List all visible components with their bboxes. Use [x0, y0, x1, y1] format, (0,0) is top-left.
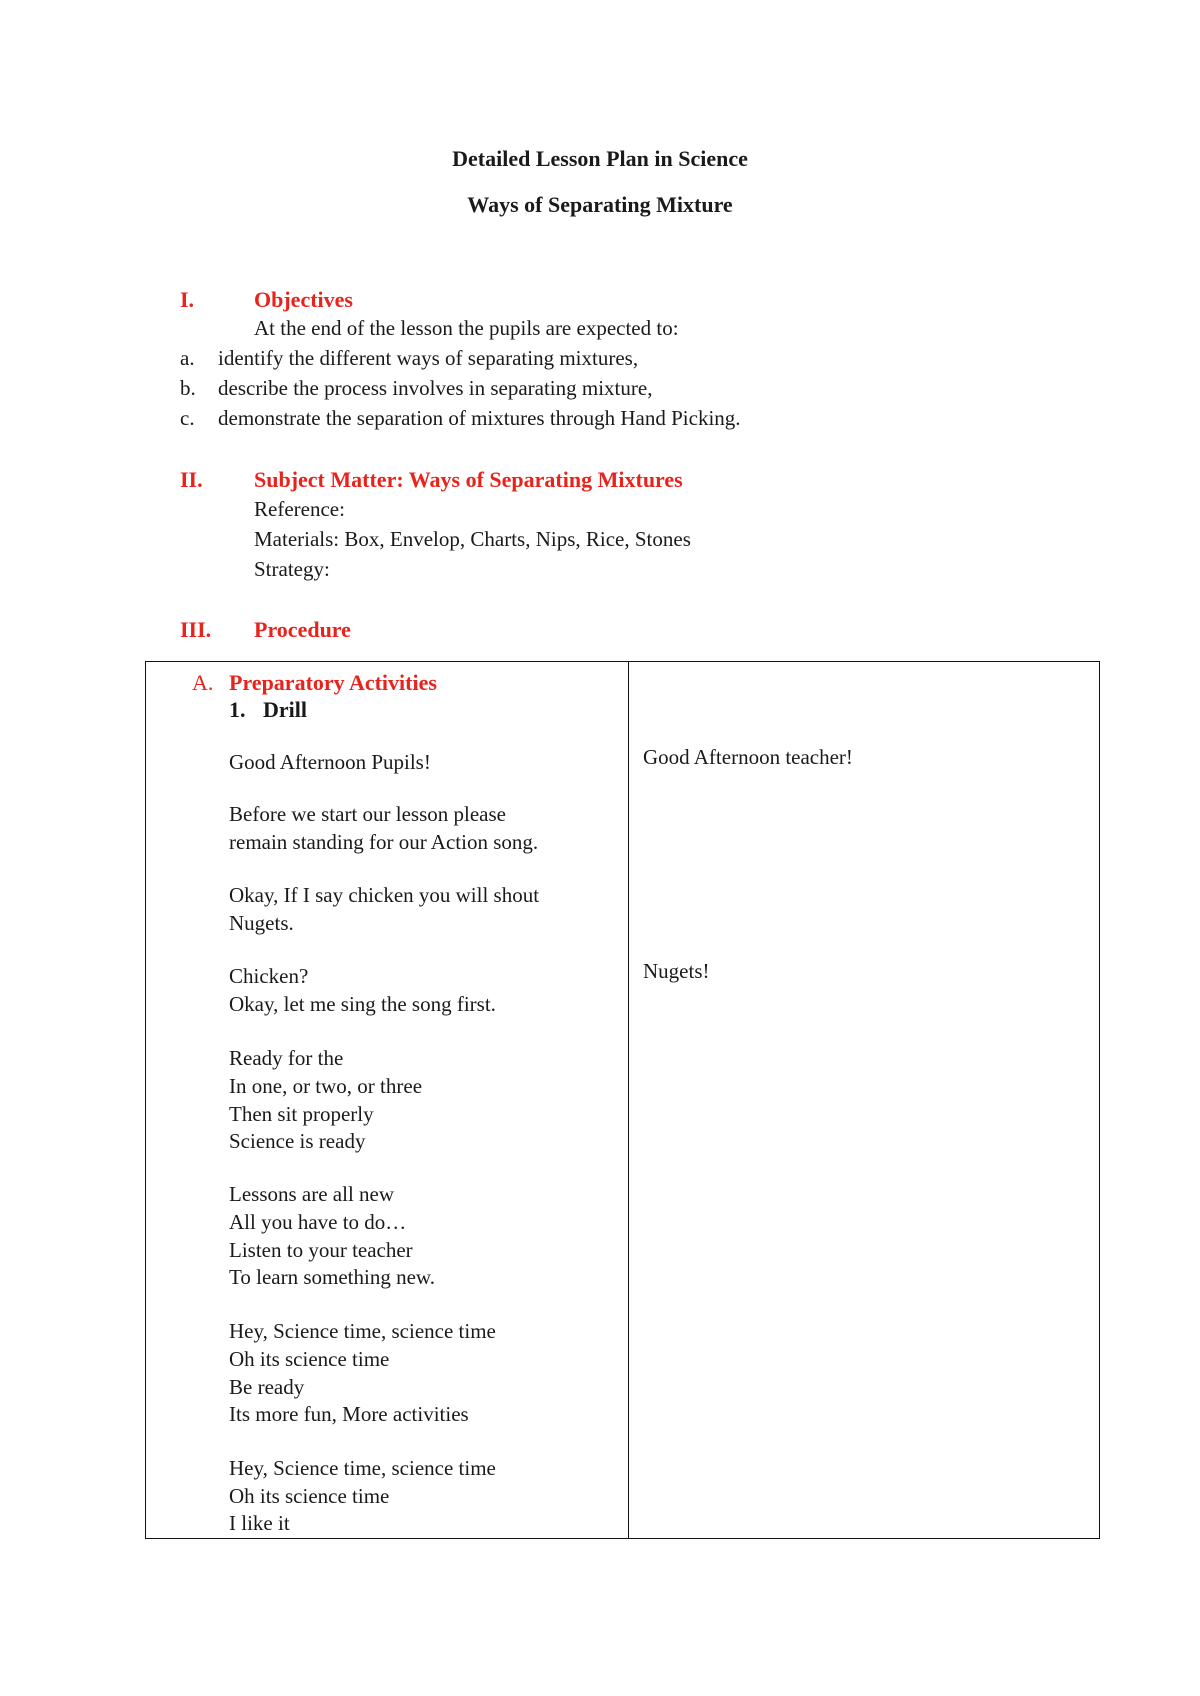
song-line: Oh its science time: [229, 1347, 390, 1371]
objective-letter: c.: [180, 406, 195, 430]
strategy-line: Strategy:: [254, 557, 330, 581]
drill-number: 1.: [229, 697, 246, 722]
teacher-line: Okay, If I say chicken you will shout: [229, 883, 540, 907]
section-number-objectives: I.: [180, 287, 195, 312]
pupil-response: Good Afternoon teacher!: [643, 745, 853, 769]
pupil-response: Nugets!: [643, 959, 710, 983]
materials-line: Materials: Box, Envelop, Charts, Nips, Rice, Stones: [254, 527, 691, 551]
procedure-table: [145, 661, 1100, 1539]
objective-letter: b.: [180, 376, 196, 400]
section-title-procedure: Procedure: [254, 617, 351, 642]
teacher-line: remain standing for our Action song.: [229, 830, 539, 854]
song-line: All you have to do…: [229, 1210, 407, 1234]
document-title: Detailed Lesson Plan in Science: [452, 146, 748, 171]
section-title-objectives: Objectives: [254, 287, 353, 312]
section-number-procedure: III.: [180, 617, 212, 642]
teacher-line: Okay, let me sing the song first.: [229, 992, 496, 1016]
song-line: Then sit properly: [229, 1102, 374, 1126]
objective-text: demonstrate the separation of mixtures through Hand Picking.: [218, 406, 741, 430]
teacher-line: Chicken?: [229, 964, 309, 988]
song-line: To learn something new.: [229, 1265, 435, 1289]
teacher-line: Nugets.: [229, 911, 294, 935]
teacher-line: Good Afternoon Pupils!: [229, 750, 431, 774]
song-line: Oh its science time: [229, 1484, 390, 1508]
song-line: In one, or two, or three: [229, 1074, 423, 1098]
objective-text: identify the different ways of separating mixtures,: [218, 346, 639, 370]
drill-title: Drill: [263, 697, 307, 722]
song-line: Listen to your teacher: [229, 1238, 413, 1262]
song-line: Hey, Science time, science time: [229, 1456, 496, 1480]
reference-line: Reference:: [254, 497, 345, 521]
song-line: Be ready: [229, 1375, 305, 1399]
teacher-line: Before we start our lesson please: [229, 802, 506, 826]
objective-letter: a.: [180, 346, 195, 370]
song-line: I like it: [229, 1511, 290, 1535]
activity-title: Preparatory Activities: [229, 670, 437, 695]
section-number-subject-matter: II.: [180, 467, 203, 492]
objectives-intro: At the end of the lesson the pupils are expected to:: [254, 316, 679, 340]
song-line: Its more fun, More activities: [229, 1402, 469, 1426]
table-column-divider: [628, 662, 629, 1538]
objective-text: describe the process involves in separating mixture,: [218, 376, 653, 400]
song-line: Ready for the: [229, 1046, 344, 1070]
song-line: Science is ready: [229, 1129, 366, 1153]
document-subtitle: Ways of Separating Mixture: [467, 192, 733, 217]
song-line: Lessons are all new: [229, 1182, 395, 1206]
activity-letter: A.: [192, 670, 214, 695]
section-title-subject-matter: Subject Matter: Ways of Separating Mixtures: [254, 467, 683, 492]
song-line: Hey, Science time, science time: [229, 1319, 496, 1343]
